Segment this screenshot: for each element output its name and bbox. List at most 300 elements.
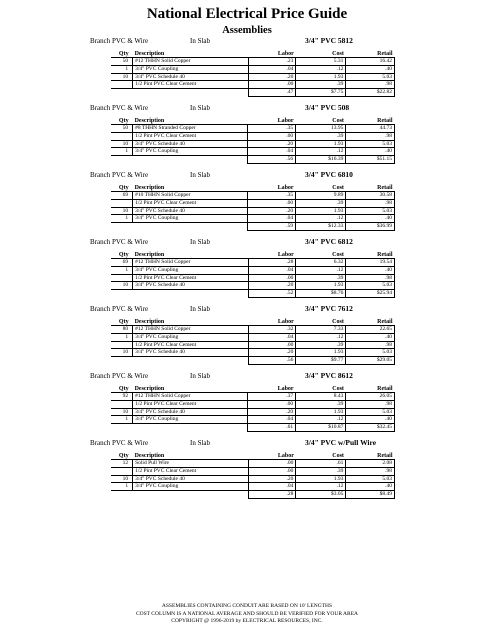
total-cost: $9.77 [296, 357, 346, 365]
column-header-labor: Labor [248, 382, 296, 393]
section-header [0, 303, 494, 315]
column-header-cost: Cost [296, 47, 346, 58]
cell-qty: 80 [111, 325, 133, 333]
table-row [111, 392, 395, 400]
table-row [111, 81, 395, 89]
column-header-qty: Qty [111, 181, 133, 192]
cell-description: Solid Pull Wire [133, 459, 249, 467]
cell-qty: 10 [111, 475, 133, 483]
assembly-table [111, 47, 395, 97]
total-labor: .28 [248, 491, 296, 499]
total-row [111, 357, 395, 365]
cell-labor: .20 [248, 282, 296, 290]
cell-labor: .04 [248, 148, 296, 156]
cell-retail: 22.65 [346, 325, 395, 333]
table-row [111, 459, 395, 467]
cell-description: 3/4" PVC Coupling [133, 416, 248, 424]
cell-description: 1/2 Pint PVC Clear Cement [133, 132, 248, 140]
table-row [111, 124, 395, 132]
cell-cost: 1.93 [296, 207, 346, 215]
section-header [0, 169, 494, 181]
cell-labor: .20 [248, 140, 296, 148]
table-row [111, 467, 395, 475]
empty-cell [133, 491, 249, 499]
total-cost: $7.75 [296, 89, 346, 97]
cell-labor: .00 [248, 459, 296, 467]
column-header-labor: Labor [248, 47, 296, 58]
table-row [111, 65, 395, 73]
cell-cost: 13.95 [296, 124, 346, 132]
cell-labor: .04 [248, 416, 296, 424]
total-retail: $25.94 [346, 290, 395, 298]
cell-description: 3/4" PVC Schedule 40 [133, 408, 248, 416]
cell-cost: 9.89 [296, 191, 346, 199]
cell-labor: .04 [248, 215, 296, 223]
cell-retail: .98 [346, 341, 395, 349]
cell-cost: 7.33 [296, 325, 346, 333]
column-header-qty: Qty [111, 382, 133, 393]
cell-description: 3/4" PVC Schedule 40 [133, 73, 248, 81]
total-row [111, 89, 395, 97]
cell-labor: .04 [248, 65, 296, 73]
cell-qty: 1 [111, 65, 133, 73]
assembly-section [0, 169, 494, 236]
cell-qty [111, 400, 133, 408]
cell-retail: .98 [346, 132, 395, 140]
cell-qty: 10 [111, 282, 133, 290]
cell-qty: 50 [111, 124, 133, 132]
section-location-label: In Slab [190, 170, 211, 179]
cell-retail: 5.03 [346, 207, 395, 215]
empty-cell [111, 424, 133, 432]
assembly-table [111, 315, 395, 365]
column-header-qty: Qty [111, 114, 133, 125]
cell-qty: 10 [111, 349, 133, 357]
section-location-label: In Slab [190, 371, 211, 380]
table-row [111, 333, 395, 341]
assembly-section [0, 370, 494, 437]
cell-description: 3/4" PVC Coupling [133, 483, 249, 491]
section-assembly-name: 3/4" PVC 508 [305, 102, 350, 112]
cell-description: 3/4" PVC Schedule 40 [133, 140, 248, 148]
cell-labor: .20 [248, 475, 296, 483]
cell-cost: 1.93 [296, 73, 346, 81]
cell-description: #12 THHN Solid Copper [133, 392, 248, 400]
table-row [111, 325, 395, 333]
section-branch-label: Branch PVC & Wire [90, 371, 149, 380]
cell-qty [111, 132, 133, 140]
table-row [111, 266, 395, 274]
cell-description: #10 THHN Solid Copper [133, 191, 248, 199]
cell-qty [111, 81, 133, 89]
cell-cost: 5.31 [296, 58, 346, 66]
cell-cost: .12 [296, 416, 346, 424]
cell-retail: 19.54 [346, 258, 395, 266]
cell-cost: .12 [296, 65, 346, 73]
cell-retail: .40 [346, 333, 395, 341]
cell-qty: 1 [111, 483, 133, 491]
cell-cost: 6.32 [296, 258, 346, 266]
total-retail: $51.15 [346, 156, 395, 164]
section-branch-label: Branch PVC & Wire [90, 170, 149, 179]
cell-cost: .39 [296, 132, 346, 140]
cell-qty: 1 [111, 148, 133, 156]
cell-description: 3/4" PVC Coupling [133, 148, 248, 156]
section-assembly-name: 3/4" PVC 8612 [305, 370, 353, 380]
cell-description: 3/4" PVC Schedule 40 [133, 207, 248, 215]
table-row [111, 349, 395, 357]
table-row [111, 199, 395, 207]
column-header-retail: Retail [346, 248, 395, 259]
column-header-retail: Retail [346, 315, 395, 326]
cell-retail: .40 [346, 215, 395, 223]
table-row [111, 483, 395, 491]
total-row [111, 156, 395, 164]
empty-cell [111, 89, 133, 97]
total-row [111, 491, 395, 499]
cell-retail: .98 [346, 274, 395, 282]
empty-cell [133, 290, 248, 298]
cell-retail: 5.03 [346, 282, 395, 290]
cell-labor: .23 [248, 58, 296, 66]
cell-description: 3/4" PVC Schedule 40 [133, 475, 249, 483]
empty-cell [133, 89, 248, 97]
empty-cell [133, 357, 248, 365]
column-header-labor: Labor [248, 449, 296, 460]
section-branch-label: Branch PVC & Wire [90, 37, 149, 45]
column-header-qty: Qty [111, 315, 133, 326]
cell-description: 3/4" PVC Schedule 40 [133, 349, 248, 357]
column-header-desc: Description [133, 449, 249, 460]
cell-cost: 1.93 [296, 475, 346, 483]
cell-labor: .00 [248, 341, 296, 349]
table-header-row [111, 248, 395, 259]
column-header-retail: Retail [346, 382, 395, 393]
assembly-sections [0, 35, 494, 504]
cell-retail: 5.03 [346, 73, 395, 81]
cell-labor: .20 [248, 207, 296, 215]
cell-description: #12 THHN Solid Copper [133, 325, 248, 333]
section-branch-label: Branch PVC & Wire [90, 237, 149, 246]
column-header-desc: Description [133, 315, 248, 326]
section-location-label: In Slab [190, 237, 211, 246]
cell-qty [111, 467, 133, 475]
assembly-table [111, 181, 395, 231]
empty-cell [111, 491, 133, 499]
cell-cost: .39 [296, 81, 346, 89]
cell-description: 1/2 Pint PVC Clear Cement [133, 274, 248, 282]
assembly-section [0, 303, 494, 370]
cell-labor: .00 [248, 132, 296, 140]
total-labor: .61 [248, 424, 296, 432]
table-row [111, 73, 395, 81]
cell-qty: 10 [111, 408, 133, 416]
cell-description: #8 THHN Stranded Copper [133, 124, 248, 132]
section-assembly-name: 3/4" PVC 5812 [305, 36, 353, 45]
table-row [111, 258, 395, 266]
assembly-table [111, 382, 395, 432]
column-header-desc: Description [133, 47, 248, 58]
cell-cost: 8.43 [296, 392, 346, 400]
section-location-label: In Slab [190, 37, 211, 45]
section-header [0, 437, 494, 449]
table-row [111, 140, 395, 148]
cell-retail: .40 [346, 483, 395, 491]
total-retail: $32.45 [346, 424, 395, 432]
total-cost: $12.33 [296, 223, 346, 231]
cell-labor: .20 [248, 349, 296, 357]
assembly-table [111, 114, 395, 164]
column-header-labor: Labor [248, 315, 296, 326]
cell-retail: 26.05 [346, 392, 395, 400]
empty-cell [133, 223, 248, 231]
cell-cost: .39 [296, 341, 346, 349]
assembly-section [0, 236, 494, 303]
cell-cost: .12 [296, 483, 346, 491]
section-assembly-name: 3/4" PVC w/Pull Wire [305, 437, 377, 447]
cell-description: 1/2 Pint PVC Clear Cement [133, 341, 248, 349]
cell-cost: .12 [296, 266, 346, 274]
cell-description: 3/4" PVC Coupling [133, 65, 248, 73]
footer-copyright: COPYRIGHT @ 1996-2019 by ELECTRICAL RESOURCES, INC. [171, 618, 323, 624]
cell-cost: .39 [296, 274, 346, 282]
column-header-desc: Description [133, 382, 248, 393]
assembly-section [0, 102, 494, 169]
column-header-retail: Retail [346, 114, 395, 125]
column-header-labor: Labor [248, 181, 296, 192]
column-header-qty: Qty [111, 248, 133, 259]
column-header-labor: Labor [248, 248, 296, 259]
table-header-row [111, 181, 395, 192]
cell-retail: 30.58 [346, 191, 395, 199]
assembly-table [111, 449, 395, 499]
cell-qty: 10 [111, 207, 133, 215]
section-branch-label: Branch PVC & Wire [90, 304, 149, 313]
section-header [0, 370, 494, 382]
total-row [111, 424, 395, 432]
assembly-table [111, 248, 395, 298]
column-header-labor: Labor [248, 114, 296, 125]
column-header-desc: Description [133, 181, 248, 192]
empty-cell [111, 290, 133, 298]
column-header-qty: Qty [111, 47, 133, 58]
column-header-retail: Retail [346, 449, 395, 460]
cell-qty: 92 [111, 392, 133, 400]
footer-note-cost: COST COLUMN IS A NATIONAL AVERAGE AND SHOULD BE VERIFIED FOR YOUR AREA [135, 610, 359, 617]
cell-labor: .00 [248, 467, 296, 475]
cell-labor: .00 [248, 81, 296, 89]
cell-cost: .12 [296, 148, 346, 156]
cell-retail: .40 [346, 416, 395, 424]
total-row [111, 223, 395, 231]
total-cost: $8.76 [296, 290, 346, 298]
cell-cost: .12 [296, 215, 346, 223]
cell-qty: 12 [111, 459, 133, 467]
cell-labor: .00 [248, 400, 296, 408]
cell-retail: .40 [346, 65, 395, 73]
column-header-cost: Cost [296, 114, 346, 125]
cell-retail: 5.03 [346, 475, 395, 483]
table-header-row [111, 315, 395, 326]
cell-description: 1/2 Pint PVC Clear Cement [133, 467, 249, 475]
footer [0, 603, 494, 626]
cell-qty: 1 [111, 215, 133, 223]
cell-labor: .20 [248, 73, 296, 81]
assembly-section [0, 35, 494, 102]
cell-qty: 1 [111, 416, 133, 424]
cell-labor: .04 [248, 266, 296, 274]
table-row [111, 191, 395, 199]
cell-description: #12 THHN Solid Copper [133, 58, 248, 66]
cell-description: 3/4" PVC Coupling [133, 215, 248, 223]
cell-description: #12 THHN Solid Copper [133, 258, 248, 266]
column-header-desc: Description [133, 248, 248, 259]
cell-cost: .61 [296, 459, 346, 467]
empty-cell [111, 156, 133, 164]
total-retail: $36.99 [346, 223, 395, 231]
cell-qty: 69 [111, 258, 133, 266]
cell-labor: .04 [248, 333, 296, 341]
section-header [0, 102, 494, 114]
cell-labor: .28 [248, 258, 296, 266]
section-branch-label: Branch PVC & Wire [90, 438, 149, 447]
cell-qty [111, 274, 133, 282]
cell-labor: .00 [248, 199, 296, 207]
column-header-cost: Cost [296, 449, 346, 460]
column-header-cost: Cost [296, 248, 346, 259]
table-row [111, 132, 395, 140]
cell-retail: 2.08 [346, 459, 395, 467]
column-header-retail: Retail [346, 181, 395, 192]
cell-description: 1/2 Pint PVC Clear Cement [133, 199, 248, 207]
cell-description: 1/2 Pint PVC Clear Cement [133, 81, 248, 89]
empty-cell [111, 357, 133, 365]
cell-cost: .39 [296, 467, 346, 475]
cell-retail: .98 [346, 467, 395, 475]
column-header-qty: Qty [111, 449, 133, 460]
section-location-label: In Slab [190, 438, 211, 447]
table-row [111, 274, 395, 282]
cell-description: 1/2 Pint PVC Clear Cement [133, 400, 248, 408]
cell-cost: 1.93 [296, 349, 346, 357]
column-header-cost: Cost [296, 315, 346, 326]
cell-labor: .35 [248, 124, 296, 132]
cell-retail: .98 [346, 400, 395, 408]
cell-qty: 10 [111, 140, 133, 148]
total-labor: .47 [248, 89, 296, 97]
table-row [111, 148, 395, 156]
column-header-cost: Cost [296, 181, 346, 192]
table-row [111, 400, 395, 408]
table-header-row [111, 449, 395, 460]
empty-cell [133, 424, 248, 432]
page-subtitle: Assemblies [222, 25, 272, 36]
table-row [111, 207, 395, 215]
section-assembly-name: 3/4" PVC 6810 [305, 169, 353, 179]
cell-cost: .12 [296, 333, 346, 341]
cell-description: 3/4" PVC Coupling [133, 333, 248, 341]
cell-labor: .20 [248, 408, 296, 416]
table-header-row [111, 47, 395, 58]
cell-retail: .40 [346, 148, 395, 156]
cell-retail: .40 [346, 266, 395, 274]
cell-labor: .00 [248, 274, 296, 282]
cell-qty [111, 199, 133, 207]
assembly-section [0, 437, 494, 504]
total-cost: $16.39 [296, 156, 346, 164]
cell-labor: .04 [248, 483, 296, 491]
cell-labor: .37 [248, 392, 296, 400]
total-cost: $10.87 [296, 424, 346, 432]
cell-qty: 50 [111, 58, 133, 66]
total-row [111, 290, 395, 298]
section-header [0, 35, 494, 47]
cell-labor: .32 [248, 325, 296, 333]
cell-retail: 5.03 [346, 408, 395, 416]
cell-cost: .39 [296, 199, 346, 207]
empty-cell [133, 156, 248, 164]
cell-retail: 5.03 [346, 140, 395, 148]
table-row [111, 341, 395, 349]
section-header [0, 236, 494, 248]
column-header-cost: Cost [296, 382, 346, 393]
total-cost: $3.05 [296, 491, 346, 499]
cell-qty: 69 [111, 191, 133, 199]
cell-cost: .39 [296, 400, 346, 408]
page-title: National Electrical Price Guide [146, 6, 348, 22]
section-location-label: In Slab [190, 103, 211, 112]
section-spacer [0, 499, 494, 504]
section-location-label: In Slab [190, 304, 211, 313]
cell-cost: 1.93 [296, 282, 346, 290]
cell-qty [111, 341, 133, 349]
cell-retail: .98 [346, 81, 395, 89]
cell-cost: 1.93 [296, 140, 346, 148]
section-assembly-name: 3/4" PVC 6812 [305, 236, 353, 246]
column-header-retail: Retail [346, 47, 395, 58]
total-labor: .52 [248, 290, 296, 298]
table-header-row [111, 382, 395, 393]
cell-retail: 16.42 [346, 58, 395, 66]
cell-description: 3/4" PVC Schedule 40 [133, 282, 248, 290]
table-row [111, 58, 395, 66]
total-labor: .56 [248, 156, 296, 164]
total-retail: $29.05 [346, 357, 395, 365]
column-header-desc: Description [133, 114, 248, 125]
table-row [111, 416, 395, 424]
cell-retail: 44.73 [346, 124, 395, 132]
cell-description: 3/4" PVC Coupling [133, 266, 248, 274]
cell-labor: .35 [248, 191, 296, 199]
cell-retail: .98 [346, 199, 395, 207]
table-row [111, 408, 395, 416]
total-labor: .56 [248, 357, 296, 365]
cell-retail: 5.03 [346, 349, 395, 357]
total-retail: $8.49 [346, 491, 395, 499]
empty-cell [111, 223, 133, 231]
cell-qty: 10 [111, 73, 133, 81]
table-row [111, 282, 395, 290]
total-labor: .59 [248, 223, 296, 231]
footer-note-lengths: ASSEMBLIES CONTAINING CONDUIT ARE BASED ON 10' LENGTHS [161, 603, 333, 609]
table-header-row [111, 114, 395, 125]
cell-cost: 1.93 [296, 408, 346, 416]
cell-qty: 1 [111, 266, 133, 274]
table-row [111, 475, 395, 483]
section-assembly-name: 3/4" PVC 7612 [305, 303, 353, 313]
cell-qty: 1 [111, 333, 133, 341]
total-retail: $22.82 [346, 89, 395, 97]
